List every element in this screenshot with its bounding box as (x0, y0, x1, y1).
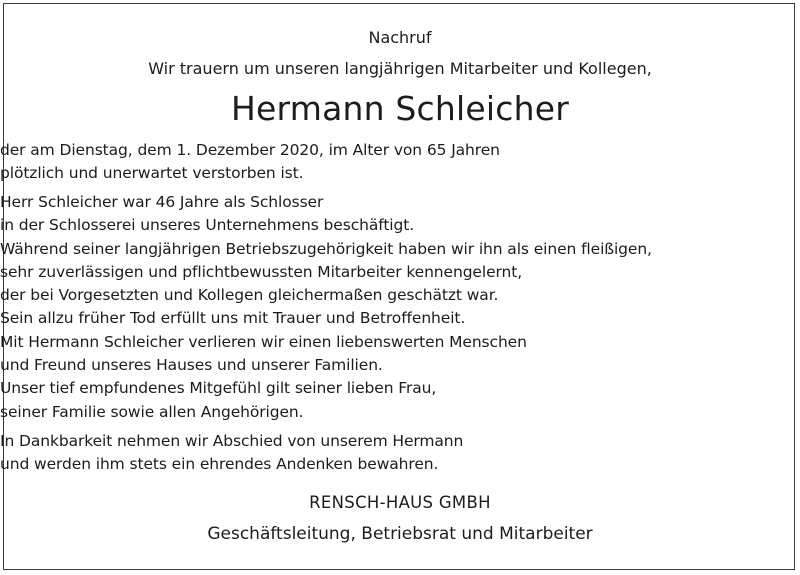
intro-text: Wir trauern um unseren langjährigen Mitarbeiter und Kollegen, (148, 59, 652, 78)
tribute-line: seiner Familie sowie allen Angehörigen. (0, 402, 304, 421)
tribute-line: Sein allzu früher Tod erfüllt uns mit Trauer und Betroffenheit. (0, 309, 466, 328)
tribute-line: und Freund unseres Hauses und unserer Familien. (0, 356, 383, 375)
tribute-line: Herr Schleicher war 46 Jahre als Schlosser (0, 193, 324, 211)
death-line: der am Dienstag, dem 1. Dezember 2020, im Alter von 65 Jahren (0, 141, 500, 159)
tribute-text (0, 191, 800, 424)
death-details (0, 139, 800, 186)
company-name: RENSCH-HAUS GMBH (309, 493, 491, 512)
farewell-line: In Dankbarkeit nehmen wir Abschied von unserem Hermann (0, 432, 464, 450)
notice-heading: Nachruf (368, 28, 432, 47)
deceased-name: Hermann Schleicher (231, 89, 569, 128)
tribute-line: sehr zuverlässigen und pflichtbewussten Mitarbeiter kennengelernt, (0, 262, 523, 281)
farewell-line: und werden ihm stets ein ehrendes Andenken bewahren. (0, 455, 439, 474)
tribute-line: Unser tief empfundenes Mitgefühl gilt seiner lieben Frau, (0, 379, 437, 398)
signers-line: Geschäftsleitung, Betriebsrat und Mitarbeiter (207, 524, 593, 544)
tribute-line: Während seiner langjährigen Betriebszugehörigkeit haben wir ihn als einen fleißigen, (0, 239, 652, 258)
tribute-line: in der Schlosserei unseres Unternehmens beschäftigt. (0, 216, 415, 235)
death-line: plötzlich und unerwartet verstorben ist. (0, 164, 304, 183)
tribute-line: der bei Vorgesetzten und Kollegen gleichermaßen geschätzt war. (0, 286, 499, 305)
farewell-text (0, 430, 800, 477)
tribute-line: Mit Hermann Schleicher verlieren wir einen liebenswerten Menschen (0, 332, 527, 351)
